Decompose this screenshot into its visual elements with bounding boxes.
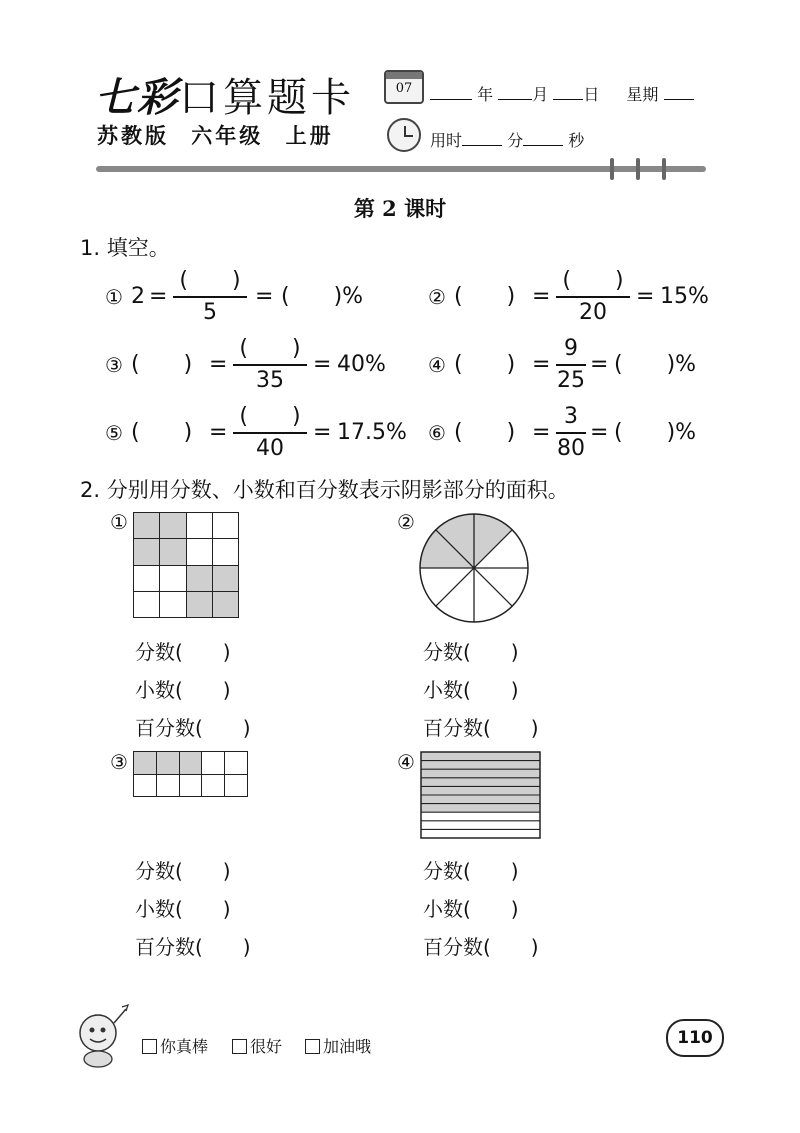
figure-circle	[418, 512, 530, 624]
percent-answer[interactable]: 百分数( )	[135, 935, 251, 959]
figure-mark: ①	[110, 510, 128, 534]
item-lead[interactable]: ( )	[131, 420, 193, 445]
fraction	[556, 336, 586, 394]
equals-sign: =	[149, 284, 168, 309]
checkbox[interactable]	[232, 1039, 247, 1054]
percent-answer[interactable]: 百分数( )	[423, 716, 539, 740]
fraction-numerator: 9	[564, 336, 578, 361]
decimal-answer[interactable]: 小数( )	[423, 897, 519, 921]
item-lead[interactable]: ( )	[454, 420, 516, 445]
item-lead: 2	[131, 284, 145, 309]
checkbox[interactable]	[305, 1039, 320, 1054]
fraction-numerator: 3	[564, 404, 578, 429]
item-mark: ③	[105, 353, 123, 377]
calendar-number: 07	[395, 81, 413, 96]
fraction-numerator[interactable]: ( )	[239, 336, 301, 361]
minutes-blank[interactable]	[462, 131, 502, 146]
minutes-label: 分	[507, 131, 524, 150]
fill-item	[105, 268, 405, 344]
decimal-answer[interactable]: 小数( )	[423, 678, 519, 702]
year-label: 年	[477, 85, 494, 104]
day-label: 日	[583, 85, 600, 104]
item-lead[interactable]: ( )	[131, 352, 193, 377]
section2-title: 2. 分别用分数、小数和百分数表示阴影部分的面积。	[80, 478, 569, 502]
item-mark: ⑤	[105, 421, 123, 445]
fraction-denominator: 25	[557, 368, 585, 393]
rating-label: 很好	[250, 1037, 283, 1056]
equals-sign: =	[209, 420, 228, 445]
figure-mark: ②	[397, 510, 415, 534]
fill-item	[105, 336, 405, 412]
item-lead[interactable]: ( )	[454, 284, 516, 309]
item-mark: ⑥	[428, 421, 446, 445]
edition-subtitle: 苏教版 六年级 上册	[97, 124, 334, 148]
figure-grid-2x5	[133, 751, 248, 797]
figure-strips	[420, 751, 541, 839]
item-mark: ①	[105, 285, 123, 309]
fraction-numerator[interactable]: ( )	[179, 268, 241, 293]
item-tail: 17.5%	[337, 420, 407, 445]
brand-title	[95, 66, 355, 123]
equals-sign: =	[636, 284, 655, 309]
item-tail[interactable]: ( )%	[614, 352, 697, 377]
equals-sign: =	[590, 420, 609, 445]
cartoon-mascot-icon	[72, 1003, 134, 1069]
calendar-icon	[384, 70, 424, 104]
figure-grid-4x4	[133, 512, 239, 618]
brand-rest: 口算题卡	[179, 75, 355, 121]
equals-sign: =	[209, 352, 228, 377]
equals-sign: =	[532, 284, 551, 309]
fill-item	[428, 268, 728, 344]
percent-answer[interactable]: 百分数( )	[423, 935, 539, 959]
month-blank[interactable]	[498, 85, 532, 100]
fill-item	[428, 336, 728, 412]
decimal-answer[interactable]: 小数( )	[135, 897, 231, 921]
lesson-title: 第 2 课时	[353, 196, 447, 221]
item-lead[interactable]: ( )	[454, 352, 516, 377]
item-tail: 40%	[337, 352, 386, 377]
day-blank[interactable]	[553, 85, 583, 100]
fill-item	[428, 404, 728, 480]
fraction	[173, 268, 247, 326]
item-tail[interactable]: ( )%	[614, 420, 697, 445]
fraction	[556, 268, 630, 326]
fraction	[233, 336, 307, 394]
item-tail[interactable]: ( )%	[281, 284, 364, 309]
fraction-answer[interactable]: 分数( )	[135, 640, 231, 664]
seconds-blank[interactable]	[523, 131, 563, 146]
clock-icon	[387, 118, 421, 152]
fraction-numerator[interactable]: ( )	[562, 268, 624, 293]
rating-option[interactable]	[142, 1034, 208, 1057]
month-label: 月	[532, 85, 549, 104]
rating-label: 加油哦	[323, 1037, 372, 1056]
figure-mark: ③	[110, 750, 128, 774]
decimal-answer[interactable]: 小数( )	[135, 678, 231, 702]
rating-label: 你真棒	[160, 1037, 209, 1056]
equals-sign: =	[255, 284, 274, 309]
header-rule	[96, 166, 706, 172]
equals-sign: =	[590, 352, 609, 377]
binder-ring	[610, 158, 614, 180]
fraction	[233, 404, 307, 462]
fraction-denominator: 35	[256, 368, 284, 393]
percent-answer[interactable]: 百分数( )	[135, 716, 251, 740]
seconds-label: 秒	[568, 131, 585, 150]
fraction-denominator: 5	[203, 300, 217, 325]
item-mark: ④	[428, 353, 446, 377]
rating-option[interactable]	[305, 1034, 371, 1057]
equals-sign: =	[532, 352, 551, 377]
binder-ring	[662, 158, 666, 180]
equals-sign: =	[313, 420, 332, 445]
equals-sign: =	[532, 420, 551, 445]
fraction-answer[interactable]: 分数( )	[423, 640, 519, 664]
fraction-numerator[interactable]: ( )	[239, 404, 301, 429]
binder-ring	[636, 158, 640, 180]
fraction	[556, 404, 586, 462]
checkbox[interactable]	[142, 1039, 157, 1054]
rating-option[interactable]	[232, 1034, 282, 1057]
fill-item	[105, 404, 415, 480]
fraction-denominator: 20	[579, 300, 607, 325]
item-mark: ②	[428, 285, 446, 309]
weekday-label: 星期	[626, 85, 659, 104]
date-fields	[430, 82, 694, 105]
fraction-answer[interactable]: 分数( )	[423, 859, 519, 883]
item-tail: 15%	[660, 284, 709, 309]
brand-main: 七彩	[95, 75, 179, 121]
figure-mark: ④	[397, 750, 415, 774]
time-fields	[430, 128, 584, 151]
fraction-denominator: 40	[256, 436, 284, 461]
fraction-denominator: 80	[557, 436, 585, 461]
equals-sign: =	[313, 352, 332, 377]
fraction-answer[interactable]: 分数( )	[135, 859, 231, 883]
time-used-label: 用时	[430, 131, 463, 150]
weekday-blank[interactable]	[664, 85, 694, 100]
year-blank[interactable]	[430, 85, 472, 100]
page-number: 110	[666, 1019, 724, 1057]
section1-title: 1. 填空。	[80, 236, 170, 260]
